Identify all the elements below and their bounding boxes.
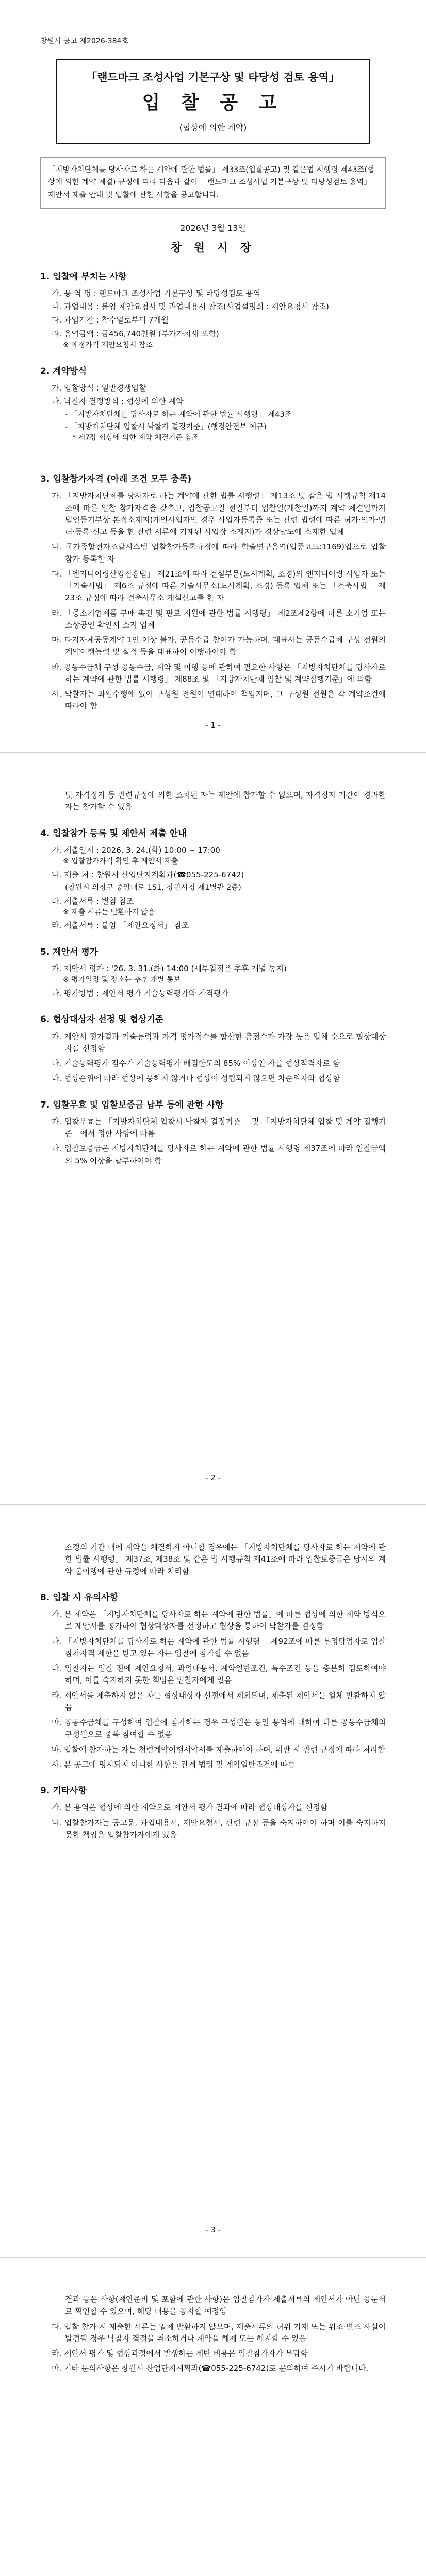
section-2-title: 2. 계약방식 bbox=[40, 366, 87, 377]
list-item: 나. 평가방법 : 제안서 평가 기술능력평가와 가격평가 bbox=[52, 988, 228, 998]
page-number: - 2 - bbox=[205, 1472, 221, 1482]
list-item: 다. 입찰자는 입찰 전에 제안요청서, 과업내용서, 계약일반조건, 특수조건 등을 충분히 검토하여야 하며, 이를 숙지하지 못한 책임은 입찰자에게 있음 bbox=[52, 1664, 386, 1685]
list-item: 가. 「지방자치단체를 당사자로 하는 계약에 관한 법률 시행령」 제13조 및 같은 법 시행규칙 제14조에 따른 입찰 참가자격을 갖추고, 입찰공고일 전일부터 입찰일(개찰일)까지 계약 체결일까지 법인등기부상 본점소재지(개인사업자인 경우 사업자등록증 또는 관련 법령에 따른 허가·인가·면허·등록·신고 등을 한 관련 서류에 기재된 사업장 소재지)가 경상남도에 소재한 업체 bbox=[52, 491, 386, 537]
announce-date: 2026년 3월 13일 bbox=[180, 223, 246, 233]
list-item: 라. 제출서류 : 붙임 「제안요청서」 참조 bbox=[52, 921, 189, 930]
list-item: 가. 제안서 평가 : '26. 3. 31.(화) 14:00 (세부일정은 추후 개별 통지) bbox=[52, 964, 287, 974]
list-item: 나. 국가종합전자조달시스템 입찰참가등록규정에 따라 학술연구용역(업종코드:1169)업으로 입찰참가 등록한 자 bbox=[52, 542, 386, 564]
list-item: 나. 기술능력평가 점수가 기술능력평가 배점한도의 85% 이상인 자를 협상적격자로 함 bbox=[52, 1059, 340, 1069]
list-item: 다. 협상순위에 따라 협상에 응하지 않거나 협상이 성립되지 않으면 차순위자와 협상함 bbox=[52, 1074, 340, 1083]
page-3 bbox=[0, 1504, 426, 2257]
list-item: 나. 제출 처 : 창원시 산업단지계획과(☎055-225-6742) bbox=[52, 870, 244, 879]
list-item: 나. 과업내용 : 붙임 제안요청서 및 과업내용서 참조(사업설명회 : 제안요청서 참조) bbox=[52, 302, 329, 312]
list-item: 사. 본 공고에 명시되지 아니한 사항은 관계 법령 및 계약일반조건에 따름 bbox=[52, 1759, 296, 1769]
section-1-title: 1. 입찰에 부치는 사항 bbox=[40, 271, 127, 282]
list-item: 나. 입찰보증금은 지방자치단체를 당사자로 하는 계약에 관한 법률 시행령 제37조에 따라 입찰금액의 5% 이상을 납부하여야 함 bbox=[52, 1144, 386, 1165]
list-item: 다. 과업기간 : 착수일로부터 7개월 bbox=[52, 315, 169, 325]
list-item: * 제7장 협상에 의한 계약 체결기준 참조 bbox=[72, 434, 199, 443]
page-title: 입 찰 공 고 bbox=[142, 92, 284, 114]
page-2 bbox=[0, 752, 426, 1504]
title-box bbox=[56, 59, 370, 144]
list-item: 라. 제안서를 제출하지 않은 자는 협상대상자 선정에서 제외되며, 제출된 제안서는 일체 반환하지 않음 bbox=[52, 1690, 386, 1712]
section-9-title: 9. 기타사항 bbox=[40, 1786, 87, 1797]
list-item: 다. 「엔지니어링산업진흥법」 제21조에 따라 건설부문(도시계획, 조경)의 엔지니어링 사업자 또는 「기술사법」 제6조 규정에 따른 기술사무소(도시계획, 조경) 등록 업체 또는 「건축사법」 제23조 규정에 따라 건축사무소 개설신고를 한 자 bbox=[52, 569, 386, 603]
list-item: 가. 용 역 명 : 랜드마크 조성사업 기본구상 및 타당성검토 용역 bbox=[52, 288, 261, 298]
list-item: 라. 「중소기업제품 구매 촉진 및 판로 지원에 관한 법률 시행령」 제2조제2항에 따른 소기업 또는 소상공인 확인서 소지 업체 bbox=[52, 608, 386, 630]
list-item: 라. 용역금액 : 금456,740천원 (부가가치세 포함) bbox=[52, 329, 219, 338]
list-item: 마. 기타 문의사항은 창원시 산업단지계획과(☎055-225-6742)로 문의하여 주시기 바랍니다. bbox=[52, 2364, 369, 2374]
list-item: 가. 본 계약은 「지방자치단체를 당사자로 하는 계약에 관한 법률」에 따른 협상에 의한 계약 방식으로 제안서를 평가하여 협상대상자를 선정하고 협상을 통하여 낙찰자를 결정함 bbox=[52, 1609, 386, 1631]
page-4 bbox=[0, 2257, 426, 2576]
section-3-title: 3. 입찰참가자격 (아래 조건 모두 충족) bbox=[40, 474, 192, 485]
list-item: - 「지방자치단체 입찰시 낙찰자 결정기준」(행정안전부 예규) bbox=[65, 422, 267, 431]
continued-text: 결과 등은 사항(제안준비 및 포함에 관한 사항)은 입찰참가자 제출서류의 제안서가 아닌 공문서로 확인할 수 있으며, 해당 내용을 공지할 예정임 bbox=[65, 2295, 386, 2316]
intro-paragraph: 「지방자치단체를 당사자로 하는 계약에 관한 법률」 제33조(입찰공고) 및 같은법 시행령 제43조(협상에 의한 계약 체결) 규정에 따라 다음과 같이 「랜드마크 조성사업 기본구상 및 타당성검토 용역」 제안서 제출 안내 및 입찰에 관한 사항을 공고합니다. bbox=[40, 157, 386, 209]
list-item: (창원시 의창구 중앙대로 151, 창원시청 제1별관 2층) bbox=[65, 884, 241, 892]
list-item: ※ 제출 서류는 반환하지 않음 bbox=[63, 908, 155, 917]
page-1 bbox=[0, 0, 426, 752]
list-item: 바. 입찰에 참가하는 자는 청렴계약이행서약서를 제출하여야 하며, 위반 시 관련 규정에 따라 처리함 bbox=[52, 1744, 385, 1754]
list-item: 가. 입찰무효는 「지방자치단체 입찰시 낙찰자 결정기준」 및 「지방자치단체 입찰 및 계약 집행기준」에서 정한 사항에 따름 bbox=[52, 1116, 386, 1139]
list-item: 가. 본 용역은 협상에 의한 계약으로 제안서 평가 결과에 따라 협상대상자를 선정함 bbox=[52, 1803, 328, 1812]
list-item: - 「지방자치단체를 당사자로 하는 계약에 관한 법률 시행령」 제43조 bbox=[65, 410, 292, 419]
section-8-title: 8. 입찰 시 유의사항 bbox=[40, 1592, 118, 1603]
list-item: 바. 공동수급체 구성 공동수급, 계약 및 이행 등에 관하여 필요한 사항은 「지방자치단체를 당사자로 하는 계약에 관한 법률 시행령」 제88조 및 「지방자치단체 입찰 및 계약집행기준」에 의함 bbox=[52, 662, 386, 684]
section-7-title: 7. 입찰무효 및 입찰보증금 납부 등에 관한 사항 bbox=[40, 1099, 224, 1110]
list-item: 마. 타지자체공동계약 1인 이상 불가, 공동수급 참여가 가능하며, 대표사는 공동수급체 구성 전원의 계약이행능력 및 실적 등을 대표하여 이행하여야 함 bbox=[52, 635, 386, 657]
list-item: 나. 입찰참가자는 공고문, 과업내용서, 제안요청서, 관련 규정 등을 숙지하여야 하며 이를 숙지하지 못한 책임은 입찰참가자에게 있음 bbox=[52, 1818, 386, 1839]
section-4-title: 4. 입찰참가 등록 및 제안서 제출 안내 bbox=[40, 828, 187, 839]
page-number: - 3 - bbox=[205, 2225, 221, 2234]
continued-text: 및 자격정지 등 관련규정에 의한 조치된 자는 제안에 참가할 수 없으며, 자격정지 기간이 경과한 자는 참가할 수 있음 bbox=[65, 790, 386, 812]
section-6-title: 6. 협상대상자 선정 및 협상기준 bbox=[40, 1014, 164, 1025]
list-item: 가. 제출일시 : 2026. 3. 24.(화) 10:00 ~ 17:00 bbox=[52, 845, 220, 855]
list-item: 가. 제안서 평가결과 기술능력과 가격 평가점수를 합산한 총점수가 가장 높은 업체 순으로 협상대상자를 선정함 bbox=[52, 1031, 386, 1053]
agency-name: 창 원 시 장 bbox=[171, 241, 255, 255]
section-5-title: 5. 제안서 평가 bbox=[40, 946, 99, 957]
list-item: 라. 제안서 평가 및 협상과정에서 발생하는 제반 비용은 입찰참가자가 부담함 bbox=[52, 2349, 308, 2358]
list-item: 나. 「지방자치단체를 당사자로 하는 계약에 관한 법률 시행령」 제92조에 따른 부정당업자로 입찰참가자격 제한을 받고 있는 자는 입찰에 참가할 수 없음 bbox=[52, 1636, 386, 1658]
list-item: 마. 공동수급체를 구성하여 입찰에 참가하는 경우 구성원은 동일 용역에 대하여 다른 공동수급체의 구성원으로 중복 참여할 수 없음 bbox=[52, 1718, 386, 1739]
list-item: 사. 낙찰자는 과업수행에 있어 구성원 전원이 연대하여 책임지며, 그 구성원 전원은 각 계약조건에 따라야 함 bbox=[52, 689, 386, 711]
list-item: 나. 낙찰자 결정방식 : 협상에 의한 계약 bbox=[52, 397, 184, 406]
list-item: 가. 입찰방식 : 일반경쟁입찰 bbox=[52, 383, 146, 393]
list-item: ※ 입찰참가자격 확인 후 제안서 제출 bbox=[63, 857, 178, 866]
contract-type-note: (협상에 의한 계약) bbox=[179, 123, 247, 133]
project-title: 「랜드마크 조성사업 기본구상 및 타당성 검토 용역」 bbox=[86, 70, 340, 83]
list-item: ※ 평가일정 및 장소는 추후 개별 통보 bbox=[63, 976, 181, 985]
list-item: ※ 예정가격 제안요청서 참조 bbox=[63, 341, 153, 349]
page-number: - 1 - bbox=[205, 720, 221, 730]
list-item: 다. 입찰 참가 시 제출한 서류는 일체 반환하지 않으며, 제출서류의 허위 기재 또는 위조·변조 사실이 발견될 경우 낙찰자 결정을 취소하거나 계약을 해제 또는 해지할 수 있음 bbox=[52, 2321, 386, 2343]
list-item: 다. 제출서류 : 별첨 참조 bbox=[52, 896, 134, 906]
continued-text: 소정의 기간 내에 계약을 체결하지 아니할 경우에는 「지방자치단체를 당사자로 하는 계약에 관한 법률 시행령」 제37조, 제38조 및 같은 법 시행규칙 제41조에 따라 입찰보증금은 당시의 계약 불이행에 관한 규정에 따라 처리함 bbox=[65, 1543, 386, 1576]
announcement-number: 창원시 공고 제2026-384호 bbox=[40, 37, 128, 45]
